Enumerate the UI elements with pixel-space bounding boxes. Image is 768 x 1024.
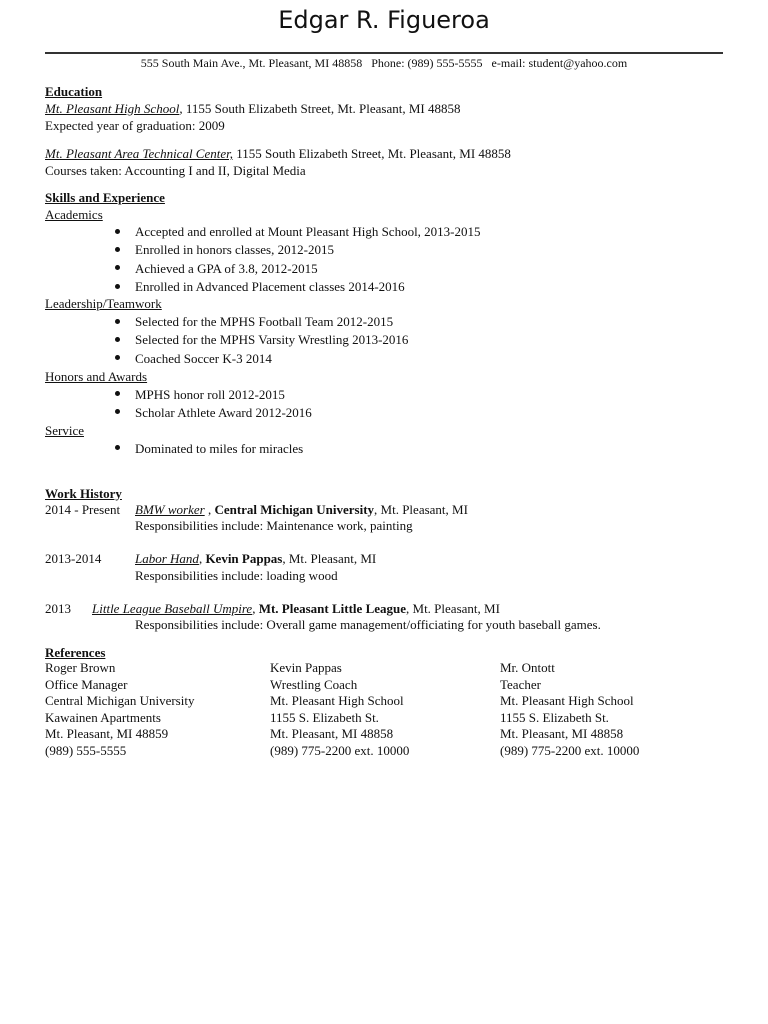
leadership-label: Leadership/Teamwork	[45, 296, 162, 311]
job-location: , Mt. Pleasant, MI	[282, 551, 377, 566]
leadership-item: Selected for the MPHS Varsity Wrestling 2013-2016	[135, 332, 409, 347]
leadership-item: Coached Soccer K-3 2014	[135, 351, 272, 366]
education-school1	[45, 100, 460, 117]
resume-name: Edgar R. Figueroa	[278, 6, 490, 34]
school2-name: Mt. Pleasant Area Technical Center,	[45, 146, 233, 161]
reference-name: Mr. Ontott	[500, 660, 555, 675]
reference-role: Office Manager	[45, 676, 128, 692]
job-employer: Kevin Pappas	[205, 551, 283, 566]
reference-phone: (989) 775-2200 ext. 10000	[500, 742, 640, 758]
job-line	[135, 501, 468, 518]
honors-item: MPHS honor roll 2012-2015	[135, 387, 285, 402]
leadership-item: Selected for the MPHS Football Team 2012-2015	[135, 314, 394, 329]
academics-label: Academics	[45, 207, 103, 222]
job-employer: Central Michigan University	[214, 502, 375, 517]
job-title: Little League Baseball Umpire	[92, 601, 253, 616]
contact-email: e-mail: student@yahoo.com	[491, 56, 628, 70]
contact-phone: Phone: (989) 555-5555	[371, 56, 483, 70]
reference-role: Teacher	[500, 676, 541, 692]
reference-org: Central Michigan University	[45, 693, 195, 709]
bullet-icon	[115, 337, 120, 342]
header-divider	[45, 52, 723, 54]
skills-heading: Skills and Experience	[45, 190, 165, 205]
service-item: Dominated to miles for miracles	[135, 441, 304, 456]
job-dates: 2013-2014	[45, 551, 102, 566]
bullet-icon	[115, 319, 120, 324]
reference-city: Mt. Pleasant, MI 48859	[45, 726, 169, 742]
bullet-icon	[115, 445, 120, 450]
reference-phone: (989) 775-2200 ext. 10000	[270, 742, 410, 758]
job-separator: ,	[198, 551, 206, 566]
school1-address: , 1155 South Elizabeth Street, Mt. Pleasant, MI 48858	[179, 101, 461, 116]
academics-item: Enrolled in Advanced Placement classes 2014-2016	[135, 279, 405, 294]
job-separator: ,	[204, 502, 215, 517]
reference-city: Mt. Pleasant, MI 48858	[500, 726, 624, 742]
job-title: Labor Hand	[135, 551, 199, 566]
service-label: Service	[45, 423, 84, 438]
reference-street: 1155 S. Elizabeth St.	[500, 709, 609, 725]
reference-entry	[270, 660, 409, 760]
reference-entry	[500, 660, 639, 760]
reference-phone: (989) 555-5555	[45, 742, 127, 758]
academics-item: Accepted and enrolled at Mount Pleasant High School, 2013-2015	[135, 224, 481, 239]
job-separator: ,	[252, 601, 259, 616]
reference-entry	[45, 660, 194, 760]
bullet-icon	[115, 284, 120, 289]
honors-label: Honors and Awards	[45, 369, 148, 384]
academics-item: Enrolled in honors classes, 2012-2015	[135, 242, 334, 257]
reference-org: Mt. Pleasant High School	[270, 693, 404, 709]
job-location: , Mt. Pleasant, MI	[406, 601, 500, 616]
education-school2	[45, 145, 511, 162]
reference-city: Mt. Pleasant, MI 48858	[270, 726, 394, 742]
references-heading: References	[45, 645, 106, 660]
reference-org: Mt. Pleasant High School	[500, 693, 634, 709]
reference-street: Kawainen Apartments	[45, 709, 161, 725]
bullet-icon	[115, 409, 120, 414]
contact-address: 555 South Main Ave., Mt. Pleasant, MI 48858	[140, 56, 363, 70]
job-dates: 2013	[45, 601, 71, 616]
school2-address: 1155 South Elizabeth Street, Mt. Pleasant, MI 48858	[233, 146, 511, 161]
bullet-icon	[115, 355, 120, 360]
work-heading: Work History	[45, 486, 122, 501]
job-line	[92, 600, 500, 617]
job-title: BMW worker	[135, 502, 205, 517]
bullet-icon	[115, 229, 120, 234]
contact-line	[0, 56, 768, 71]
job-responsibilities: Responsibilities include: loading wood	[135, 568, 338, 583]
school1-name: Mt. Pleasant High School	[45, 101, 180, 116]
reference-name: Kevin Pappas	[270, 660, 342, 675]
job-responsibilities: Responsibilities include: Overall game management/officiating for youth baseball games.	[135, 617, 601, 632]
bullet-icon	[115, 247, 120, 252]
job-line	[135, 550, 376, 567]
job-dates: 2014 - Present	[45, 502, 121, 517]
honors-item: Scholar Athlete Award 2012-2016	[135, 405, 312, 420]
bullet-icon	[115, 265, 120, 270]
job-location: , Mt. Pleasant, MI	[374, 502, 468, 517]
education-heading: Education	[45, 84, 103, 99]
job-employer: Mt. Pleasant Little League	[258, 601, 407, 616]
bullet-icon	[115, 391, 120, 396]
reference-role: Wrestling Coach	[270, 676, 358, 692]
reference-name: Roger Brown	[45, 660, 116, 675]
school2-note: Courses taken: Accounting I and II, Digital Media	[45, 163, 306, 178]
school1-note: Expected year of graduation: 2009	[45, 118, 225, 133]
academics-item: Achieved a GPA of 3.8, 2012-2015	[135, 261, 318, 276]
reference-street: 1155 S. Elizabeth St.	[270, 709, 379, 725]
job-responsibilities: Responsibilities include: Maintenance work, painting	[135, 518, 413, 533]
